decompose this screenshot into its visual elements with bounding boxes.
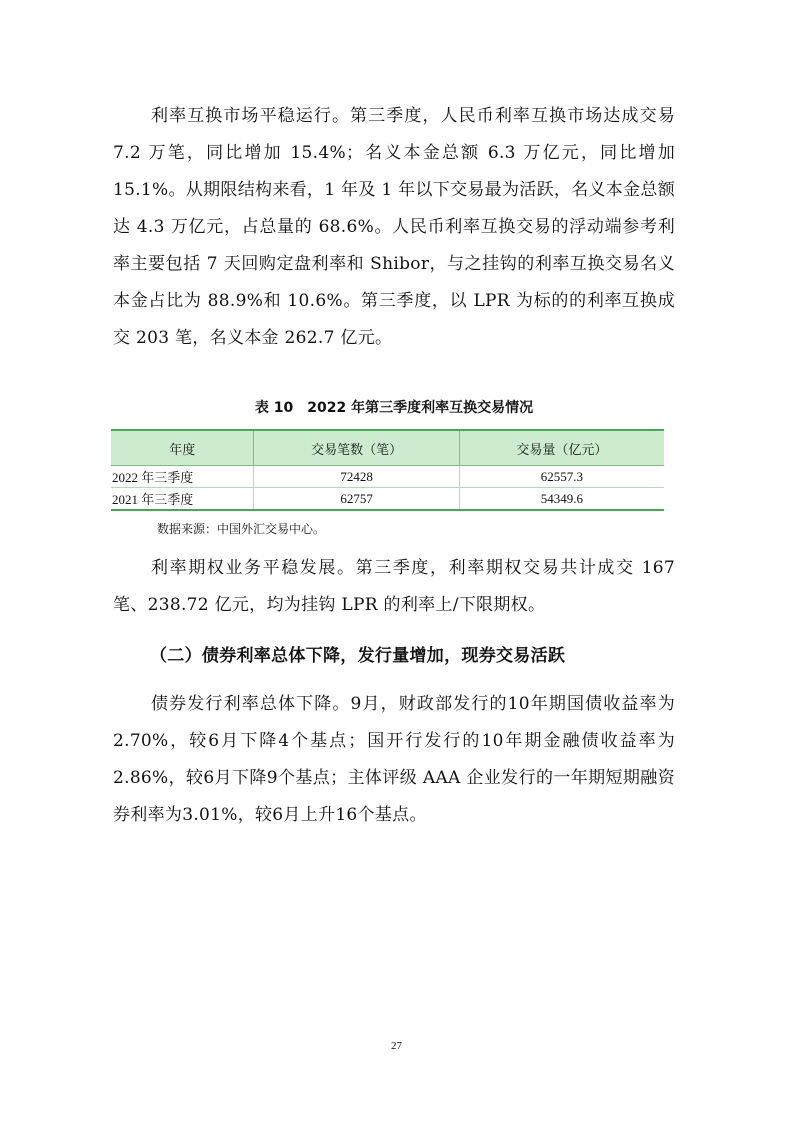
paragraph-interest-rate-options: 利率期权业务平稳发展。第三季度，利率期权交易共计成交 167 笔、238.72 亿元，均为挂钩 LPR 的利率上/下限期权。 bbox=[113, 558, 675, 615]
paragraph-interest-rate-swap: 利率互换市场平稳运行。第三季度，人民币利率互换市场达成交易 7.2 万笔，同比增加 15.4%；名义本金总额 6.3 万亿元，同比增加 15.1%。从期限结构来看，1 年及 1 年以下交易最为活跃，名义本金总额达 4.3 万亿元，占总量的 68.6%。人民币利率互换交易的浮动端参考利率主要包括 7 天回购定盘利率和 Shibor，与之挂钩的利率互换交易名义本金占比为 88.9%和 10.6%。第三季度，以 LPR 为标的的利率互换成交 203 笔，名义本金 262.7 亿元。 bbox=[113, 106, 675, 348]
cell-trade-count: 72428 bbox=[254, 466, 459, 488]
section-heading: （二）债券利率总体下降，发行量增加，现券交易活跃 bbox=[150, 646, 566, 666]
table-row bbox=[111, 488, 664, 511]
cell-trade-volume: 54349.6 bbox=[459, 488, 664, 511]
cell-trade-count: 62757 bbox=[254, 488, 459, 511]
page-number: 27 bbox=[391, 1040, 402, 1052]
table-source-note: 数据来源：中国外汇交易中心。 bbox=[157, 522, 326, 536]
cell-year: 2022 年三季度 bbox=[111, 466, 254, 488]
header-trade-count: 交易笔数（笔） bbox=[254, 430, 459, 466]
swap-trading-table bbox=[111, 429, 664, 511]
cell-trade-volume: 62557.3 bbox=[459, 466, 664, 488]
header-year: 年度 bbox=[111, 430, 254, 466]
cell-year: 2021 年三季度 bbox=[111, 488, 254, 511]
paragraph-bond-issuance-rates: 债券发行利率总体下降。9月，财政部发行的10年期国债收益率为2.70%，较6月下降4个基点；国开行发行的10年期金融债收益率为2.86%，较6月下降9个基点；主体评级 AAA 企业发行的一年期短期融资券利率为3.01%，较6月上升16个基点。 bbox=[113, 694, 675, 825]
header-trade-volume: 交易量（亿元） bbox=[459, 430, 664, 466]
table-caption: 表 10 2022 年第三季度利率互换交易情况 bbox=[254, 400, 534, 416]
table-header-row bbox=[111, 430, 664, 466]
table-row bbox=[111, 466, 664, 488]
